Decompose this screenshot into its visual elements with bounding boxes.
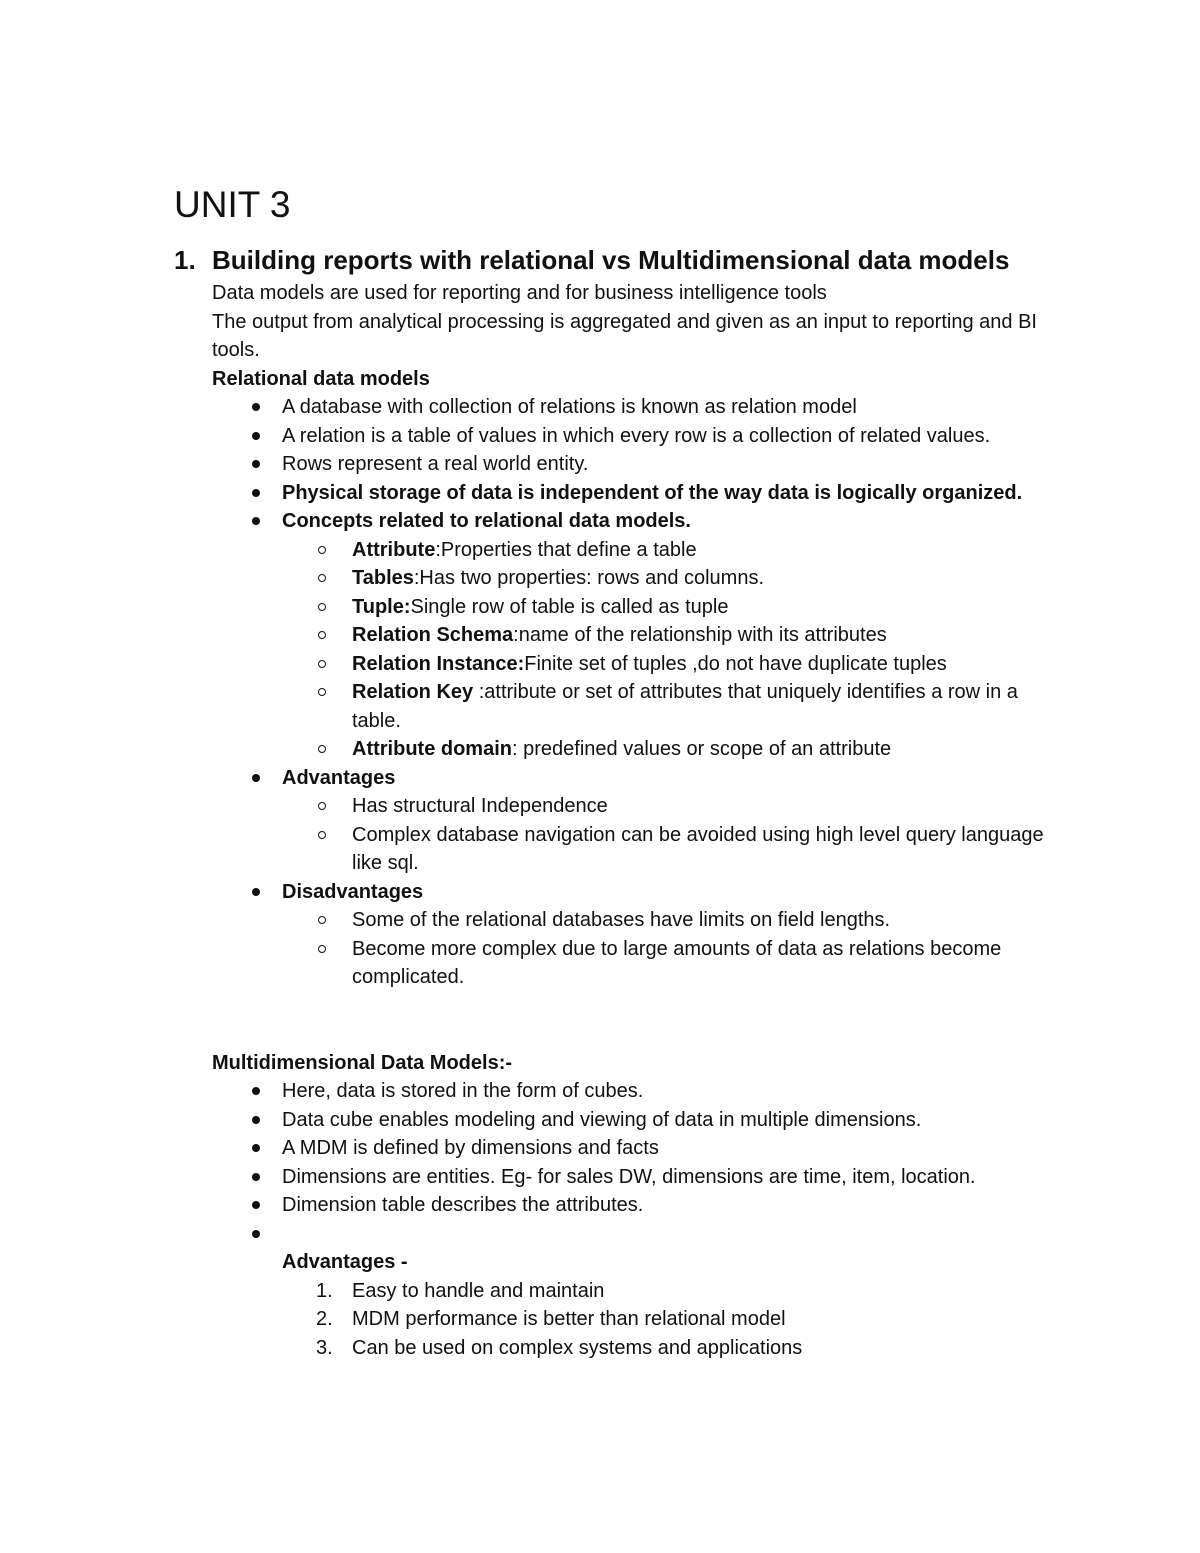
item-text: Easy to handle and maintain xyxy=(352,1279,605,1302)
section-heading-text: Building reports with relational vs Multidimensional data models xyxy=(212,245,1010,275)
concepts-list xyxy=(282,536,1072,764)
advantages-list xyxy=(282,792,1072,878)
section-heading xyxy=(174,240,1134,280)
concept-desc: : predefined values or scope of an attribute xyxy=(512,738,892,760)
concepts-heading: Concepts related to relational data models. xyxy=(282,510,691,532)
concept-term: Attribute xyxy=(352,538,436,561)
concept-item xyxy=(282,735,1072,764)
relational-heading: Relational data models xyxy=(212,367,430,390)
list-item: Become more complex due to large amounts of data as relations become complicated. xyxy=(282,935,1072,992)
list-item: Some of the relational databases have limits on field lengths. xyxy=(282,906,1072,935)
relational-list xyxy=(212,393,1072,992)
numbered-item xyxy=(282,1334,1072,1363)
concept-term: Tuple: xyxy=(352,595,411,618)
concept-term: Relation Schema xyxy=(352,624,514,646)
item-text: Can be used on complex systems and applications xyxy=(352,1336,803,1359)
item-text: MDM performance is better than relational model xyxy=(352,1308,786,1330)
item-number: 2. xyxy=(316,1308,333,1330)
list-item: Data cube enables modeling and viewing of data in multiple dimensions. xyxy=(212,1106,1072,1135)
item-number: 1. xyxy=(316,1279,333,1302)
concept-item xyxy=(282,564,1072,593)
intro-paragraph: The output from analytical processing is aggregated and given as an input to reporting and BI tools. xyxy=(212,310,1037,361)
concept-term: Tables xyxy=(352,567,414,589)
mdm-advantages-item xyxy=(212,1220,1072,1363)
list-item: A relation is a table of values in which every row is a collection of related values. xyxy=(212,422,1072,451)
list-item: A MDM is defined by dimensions and facts xyxy=(212,1134,1072,1163)
mdm-advantages-heading: Advantages - xyxy=(282,1251,408,1273)
multidimensional-list xyxy=(212,1077,1072,1362)
concept-item xyxy=(282,678,1072,735)
numbered-item xyxy=(282,1277,1072,1306)
list-item: Dimension table describes the attributes. xyxy=(212,1191,1072,1220)
advantages-heading: Advantages xyxy=(282,766,396,789)
concept-item xyxy=(282,593,1072,622)
list-item: Dimensions are entities. Eg- for sales DW, dimensions are time, item, location. xyxy=(212,1163,1072,1192)
spacer xyxy=(212,992,1072,1049)
intro-paragraph: Data models are used for reporting and for business intelligence tools xyxy=(212,282,827,304)
concept-desc: Single row of table is called as tuple xyxy=(410,595,729,618)
concept-item xyxy=(282,650,1072,679)
advantages-item xyxy=(212,764,1072,878)
concept-desc: :name of the relationship with its attributes xyxy=(513,624,887,646)
item-number: 3. xyxy=(316,1336,333,1359)
concept-item xyxy=(282,536,1072,565)
concept-term: Relation Instance: xyxy=(352,652,525,675)
mdm-advantages-list xyxy=(282,1277,1072,1363)
list-item: Complex database navigation can be avoided using high level query language like sql. xyxy=(282,821,1072,878)
concept-desc: :Properties that define a table xyxy=(435,538,697,561)
disadvantages-list xyxy=(282,906,1072,992)
concept-item xyxy=(282,621,1072,650)
concept-desc: :Has two properties: rows and columns. xyxy=(413,567,765,589)
concept-desc: :attribute or set of attributes that uniquely identifies a row in a table. xyxy=(352,681,1018,732)
disadvantages-item xyxy=(212,878,1072,992)
list-item: Physical storage of data is independent of the way data is logically organized. xyxy=(212,479,1072,508)
list-item: Rows represent a real world entity. xyxy=(212,450,1072,479)
list-item: Has structural Independence xyxy=(282,792,1072,821)
list-item: A database with collection of relations is known as relation model xyxy=(212,393,1072,422)
list-item: Here, data is stored in the form of cubes. xyxy=(212,1077,1072,1106)
unit-title: UNIT 3 xyxy=(174,184,291,225)
section-number: 1. xyxy=(174,245,196,275)
concept-term: Relation Key xyxy=(352,681,474,703)
numbered-item xyxy=(282,1305,1072,1334)
disadvantages-heading: Disadvantages xyxy=(282,880,424,903)
concept-desc: Finite set of tuples ,do not have duplicate tuples xyxy=(524,652,947,675)
multidimensional-heading: Multidimensional Data Models:- xyxy=(212,1051,513,1074)
concept-term: Attribute domain xyxy=(352,738,512,760)
concepts-item xyxy=(212,507,1072,764)
section-content xyxy=(212,279,1072,1362)
